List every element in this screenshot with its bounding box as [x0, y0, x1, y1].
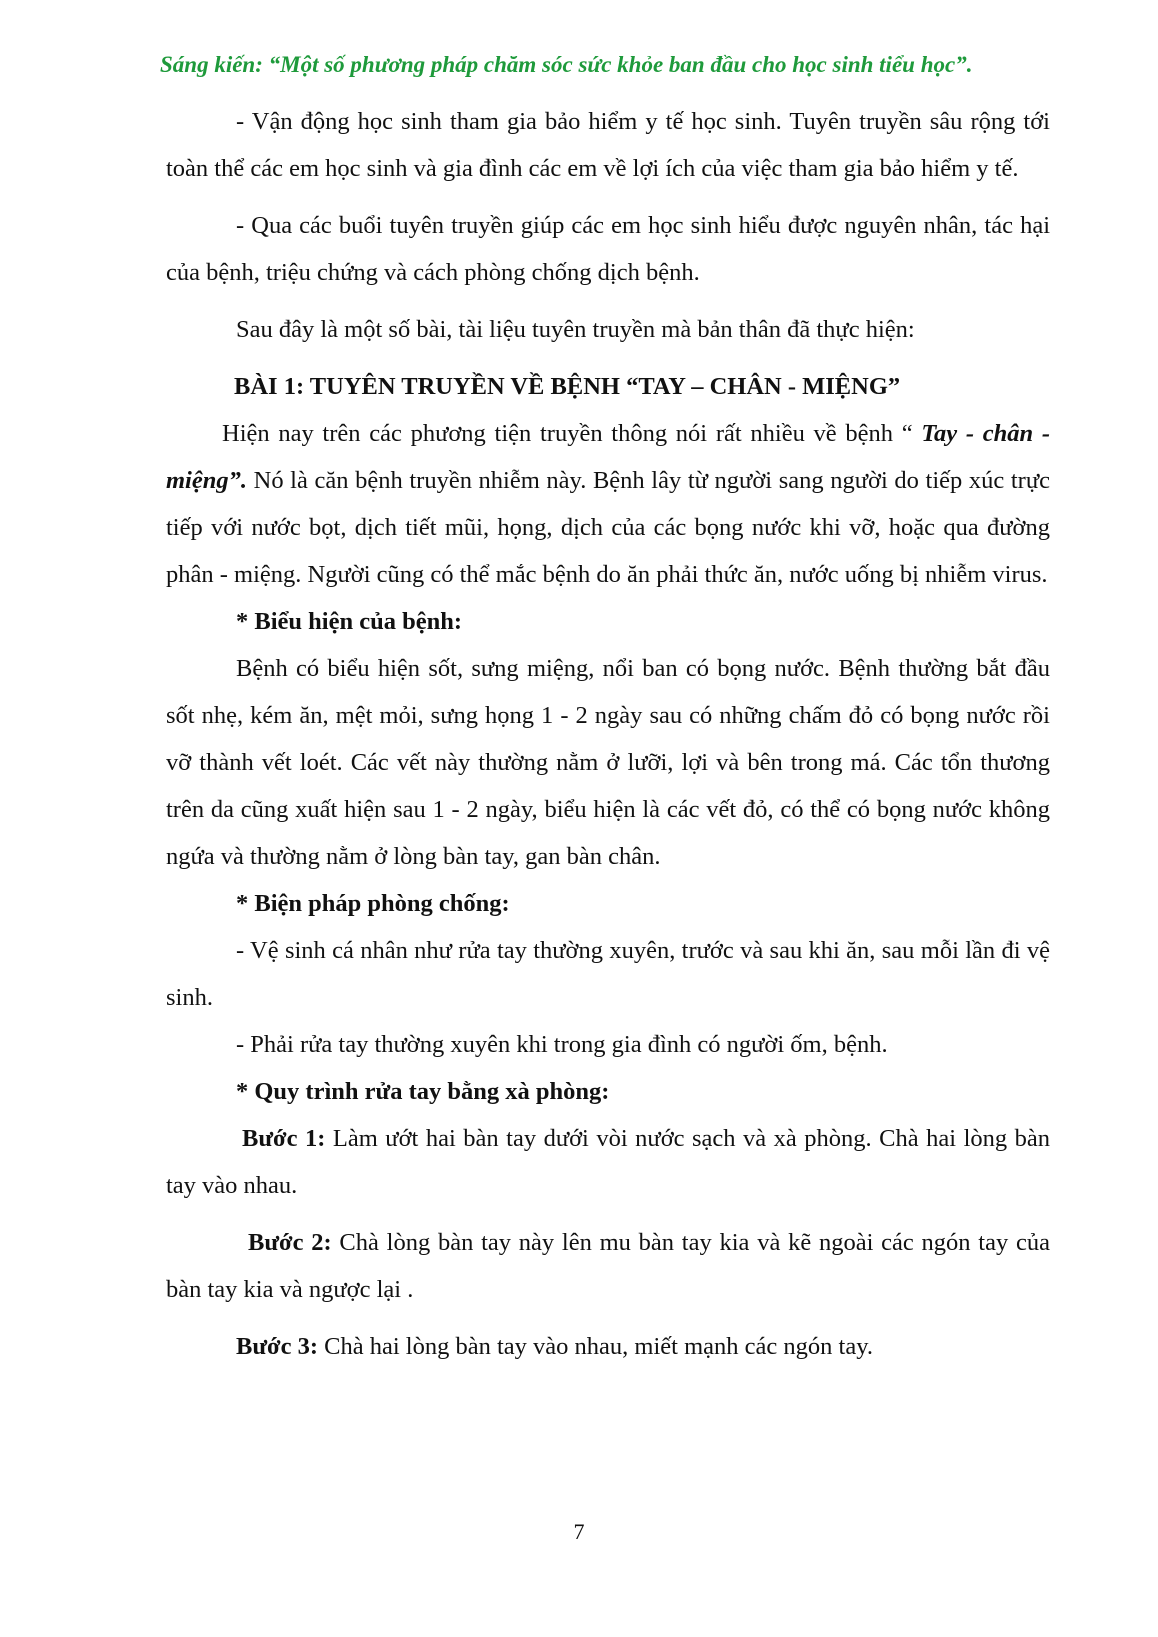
- step-1-text: Làm ướt hai bàn tay dưới vòi nước sạch và xà phòng. Chà hai lòng bàn tay vào nhau.: [166, 1125, 1050, 1199]
- paragraph-symptoms: Bệnh có biểu hiện sốt, sưng miệng, nổi ban có bọng nước. Bệnh thường bắt đầu sốt nhẹ, kém ăn, mệt mỏi, sưng họng 1 - 2 ngày sau có những chấm đỏ có bọng nước rồi vỡ thành vết loét. Các vết này thường nằm ở lưỡi, lợi và bên trong má. Các tổn thương trên da cũng xuất hiện sau 1 - 2 ngày, biểu hiện là các vết đỏ, có thể có bọng nước không ngứa và thường nằm ở lòng bàn tay, gan bàn chân.: [166, 655, 1050, 870]
- step-1-label: Bước 1:: [242, 1125, 326, 1152]
- step-2-label: Bước 2:: [248, 1229, 332, 1256]
- header-text: Sáng kiến: “Một số phương pháp chăm sóc sức khỏe ban đầu cho học sinh tiểu học”.: [160, 52, 973, 77]
- disease-intro-rest: Nó là căn bệnh truyền nhiễm này. Bệnh lây từ người sang người do tiếp xúc trực tiếp với nước bọt, dịch tiết mũi, họng, dịch của các bọng nước khi vỡ, hoặc qua đường phân - miệng. Người cũng có thể mắc bệnh do ăn phải thức ăn, nước uống bị nhiễm virus.: [166, 467, 1050, 588]
- paragraph-insurance: - Vận động học sinh tham gia bảo hiểm y tế học sinh. Tuyên truyền sâu rộng tới toàn thể các em học sinh và gia đình các em về lợi ích của việc tham gia bảo hiểm y tế.: [166, 108, 1050, 182]
- paragraph-hygiene: - Vệ sinh cá nhân như rửa tay thường xuyên, trước và sau khi ăn, sau mỗi lần đi vệ sinh.: [166, 937, 1050, 1011]
- heading-prevention: * Biện pháp phòng chống:: [236, 890, 510, 917]
- step-2: [166, 1219, 1050, 1313]
- step-3-label: Bước 3:: [236, 1333, 319, 1360]
- step-3-text: Chà hai lòng bàn tay vào nhau, miết mạnh các ngón tay.: [318, 1333, 873, 1360]
- page-header: [160, 52, 1020, 78]
- paragraph-campaign: - Qua các buổi tuyên truyền giúp các em học sinh hiểu được nguyên nhân, tác hại của bệnh, triệu chứng và cách phòng chống dịch bệnh.: [166, 212, 1050, 286]
- step-2-text: Chà lòng bàn tay này lên mu bàn tay kia và kẽ ngoài các ngón tay của bàn tay kia và ngược lại .: [166, 1229, 1050, 1303]
- disease-name-emphasis: Tay - chân - miệng”.: [166, 420, 1050, 494]
- paragraph-handwash-family: - Phải rửa tay thường xuyên khi trong gia đình có người ốm, bệnh.: [236, 1031, 888, 1058]
- page-number: 7: [573, 1519, 585, 1544]
- step-3: [166, 1323, 1050, 1370]
- heading-procedure: * Quy trình rửa tay bằng xà phòng:: [236, 1078, 610, 1105]
- section-title: BÀI 1: TUYÊN TRUYỀN VỀ BỆNH “TAY – CHÂN - MIỆNG”: [234, 373, 901, 400]
- paragraph-intro: Sau đây là một số bài, tài liệu tuyên truyền mà bản thân đã thực hiện:: [236, 316, 915, 343]
- paragraph-disease-intro: [166, 410, 1050, 598]
- disease-intro-start: Hiện nay trên các phương tiện truyền thông nói rất nhiều về bệnh “: [222, 420, 922, 447]
- step-1: [166, 1115, 1050, 1209]
- page-body: [166, 98, 1050, 1370]
- heading-symptoms: * Biểu hiện của bệnh:: [236, 608, 462, 635]
